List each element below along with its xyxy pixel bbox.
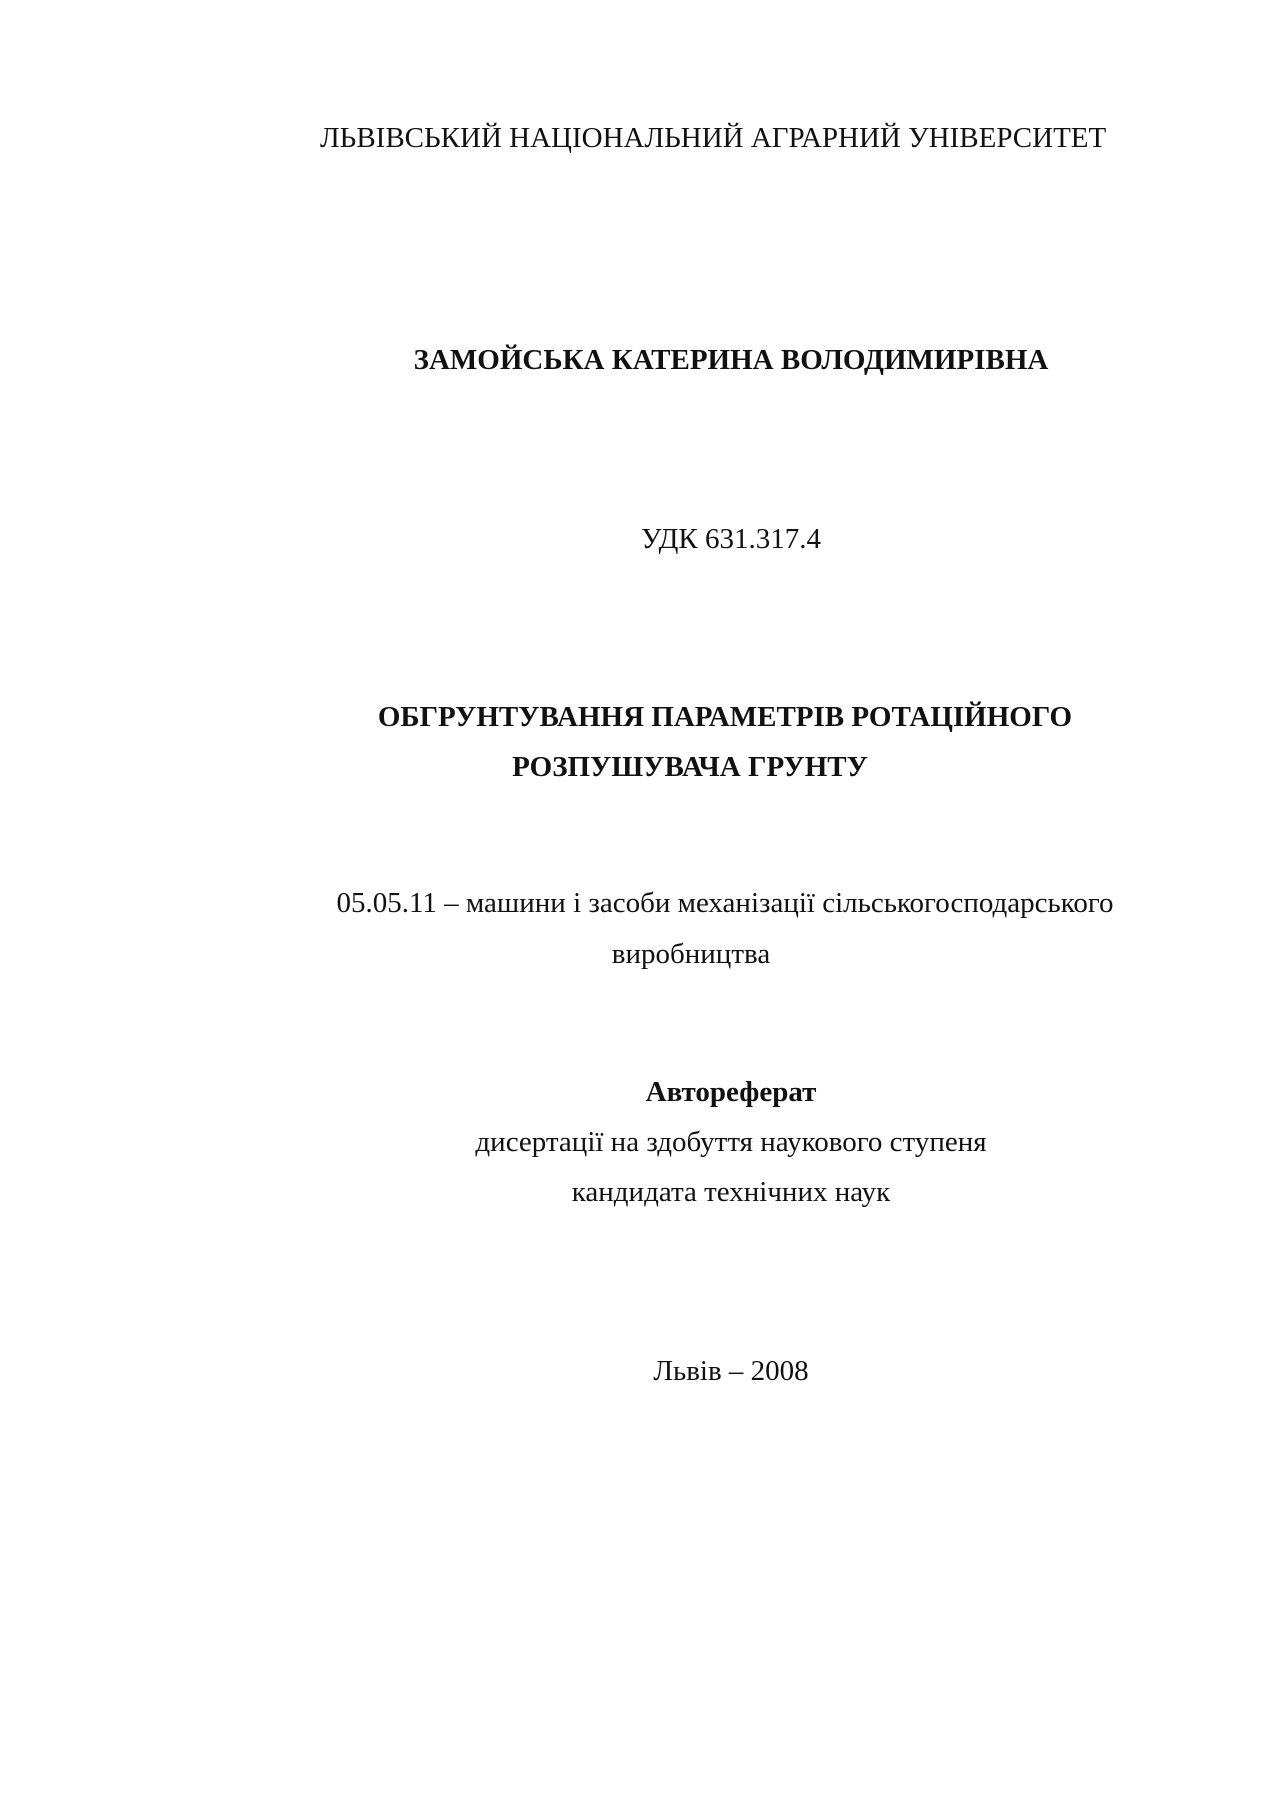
title-line-2: РОЗПУШУВАЧА ГРУНТУ: [512, 751, 868, 783]
author-name: ЗАМОЙСЬКА КАТЕРИНА ВОЛОДИМИРІВНА: [413, 344, 1049, 376]
title-line-1: ОБГРУНТУВАННЯ ПАРАМЕТРІВ РОТАЦІЙНОГО: [377, 701, 1073, 733]
abstract-label: Автореферат: [645, 1076, 817, 1108]
specialty-line-2: виробництва: [611, 938, 771, 970]
university-name: ЛЬВІВСЬКИЙ НАЦІОНАЛЬНИЙ АГРАРНИЙ УНІВЕРСИТЕТ: [320, 122, 1107, 154]
specialty-line-1: 05.05.11 – машини і засоби механізації сільськогосподарського: [336, 887, 1114, 919]
udc-code: УДК 631.317.4: [641, 523, 821, 555]
place-year: Львів – 2008: [653, 1355, 809, 1387]
degree-line-2: кандидата технічних наук: [571, 1176, 891, 1208]
degree-line-1: дисертації на здобуття наукового ступеня: [475, 1126, 987, 1158]
